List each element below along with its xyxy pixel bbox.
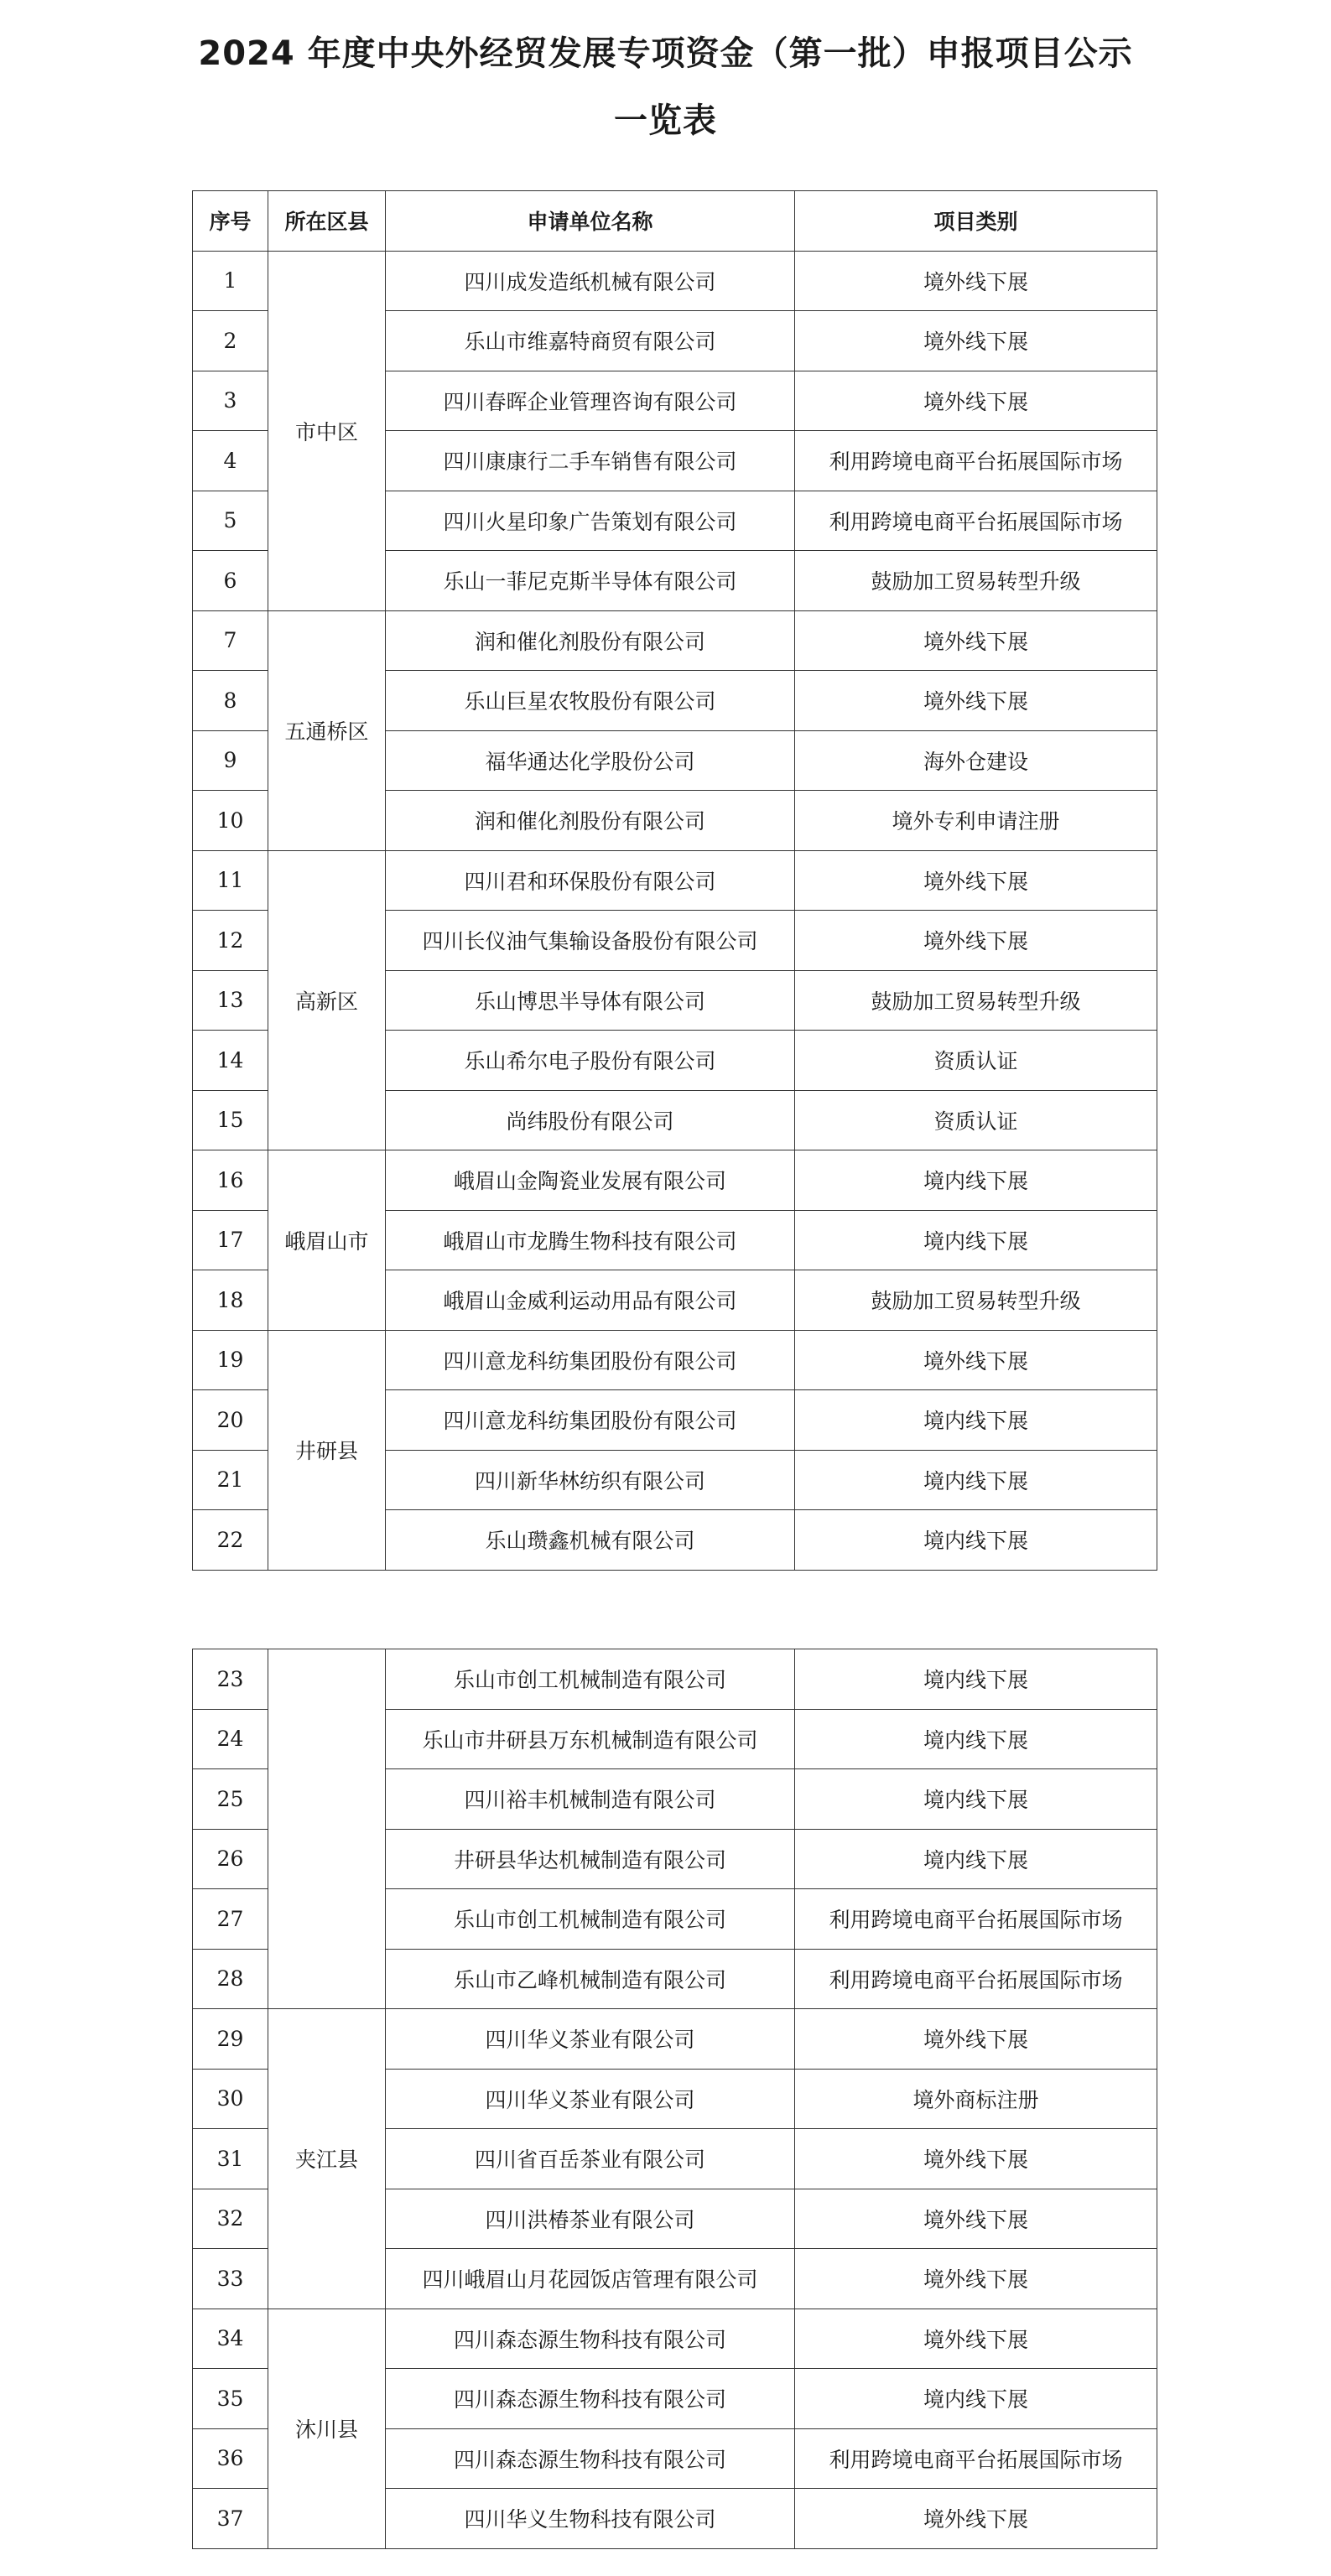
row-seq: 35: [193, 2369, 268, 2429]
row-seq: 23: [193, 1649, 268, 1710]
row-company: 峨眉山金陶瓷业发展有限公司: [386, 1150, 795, 1211]
row-seq: 32: [193, 2189, 268, 2249]
row-company: 四川峨眉山月花园饭店管理有限公司: [386, 2249, 795, 2309]
row-category: 境外线下展: [795, 850, 1157, 911]
row-company: 润和催化剂股份有限公司: [386, 791, 795, 851]
row-category: 境外专利申请注册: [795, 791, 1157, 851]
title-line-2: 一览表: [614, 101, 717, 140]
row-company: 乐山市井研县万东机械制造有限公司: [386, 1709, 795, 1769]
row-company: 峨眉山金威利运动用品有限公司: [386, 1270, 795, 1331]
project-table-page-2: [192, 1649, 1157, 2549]
row-category: 境外线下展: [795, 2189, 1157, 2249]
row-company: 井研县华达机械制造有限公司: [386, 1829, 795, 1889]
row-category: 鼓励加工贸易转型升级: [795, 551, 1157, 611]
header-seq: 序号: [193, 191, 268, 252]
row-company: 四川华义生物科技有限公司: [386, 2489, 795, 2549]
row-category: 境外线下展: [795, 311, 1157, 371]
row-category: 境外线下展: [795, 2009, 1157, 2070]
table-row: [193, 1150, 1157, 1211]
row-seq: 22: [193, 1510, 268, 1571]
row-seq: 21: [193, 1450, 268, 1510]
row-seq: 12: [193, 911, 268, 971]
row-category: 境外线下展: [795, 671, 1157, 731]
row-category: 资质认证: [795, 1090, 1157, 1150]
row-district: 高新区: [268, 850, 386, 1150]
row-district: 市中区: [268, 251, 386, 610]
row-company: 四川华义茶业有限公司: [386, 2069, 795, 2129]
row-category: 境内线下展: [795, 1649, 1157, 1710]
row-company: 四川森态源生物科技有限公司: [386, 2369, 795, 2429]
row-seq: 29: [193, 2009, 268, 2070]
row-category: 境外线下展: [795, 2129, 1157, 2189]
row-company: 四川裕丰机械制造有限公司: [386, 1769, 795, 1830]
row-company: 四川意龙科纺集团股份有限公司: [386, 1390, 795, 1451]
row-company: 乐山市创工机械制造有限公司: [386, 1649, 795, 1710]
row-district: 井研县: [268, 1330, 386, 1570]
row-category: 利用跨境电商平台拓展国际市场: [795, 2428, 1157, 2489]
row-seq: 5: [193, 491, 268, 551]
row-company: 四川春晖企业管理咨询有限公司: [386, 371, 795, 431]
row-category: 境内线下展: [795, 1450, 1157, 1510]
table-row: [193, 1330, 1157, 1390]
row-company: 乐山瓒鑫机械有限公司: [386, 1510, 795, 1571]
row-company: 乐山博思半导体有限公司: [386, 970, 795, 1031]
row-company: 福华通达化学股份公司: [386, 730, 795, 791]
row-seq: 15: [193, 1090, 268, 1150]
row-category: 境外线下展: [795, 2489, 1157, 2549]
row-company: 四川意龙科纺集团股份有限公司: [386, 1330, 795, 1390]
row-seq: 24: [193, 1709, 268, 1769]
row-company: 四川省百岳茶业有限公司: [386, 2129, 795, 2189]
header-district: 所在区县: [268, 191, 386, 252]
row-category: 境外商标注册: [795, 2069, 1157, 2129]
row-company: 乐山市维嘉特商贸有限公司: [386, 311, 795, 371]
table-row: [193, 2309, 1157, 2369]
row-category: 利用跨境电商平台拓展国际市场: [795, 1949, 1157, 2009]
row-category: 境外线下展: [795, 1330, 1157, 1390]
row-district: 沐川县: [268, 2309, 386, 2548]
table-row: [193, 610, 1157, 671]
row-category: 利用跨境电商平台拓展国际市场: [795, 431, 1157, 491]
header-company: 申请单位名称: [386, 191, 795, 252]
row-company: 乐山巨星农牧股份有限公司: [386, 671, 795, 731]
row-district: 峨眉山市: [268, 1150, 386, 1331]
row-seq: 3: [193, 371, 268, 431]
row-company: 四川火星印象广告策划有限公司: [386, 491, 795, 551]
row-category: 境外线下展: [795, 251, 1157, 311]
row-company: 乐山希尔电子股份有限公司: [386, 1031, 795, 1091]
row-category: 鼓励加工贸易转型升级: [795, 1270, 1157, 1331]
row-company: 四川森态源生物科技有限公司: [386, 2309, 795, 2369]
row-company: 四川洪椿茶业有限公司: [386, 2189, 795, 2249]
row-seq: 1: [193, 251, 268, 311]
row-category: 利用跨境电商平台拓展国际市场: [795, 1889, 1157, 1950]
row-seq: 18: [193, 1270, 268, 1331]
row-company: 润和催化剂股份有限公司: [386, 610, 795, 671]
row-company: 乐山市创工机械制造有限公司: [386, 1889, 795, 1950]
row-category: 境内线下展: [795, 1709, 1157, 1769]
row-category: 境外线下展: [795, 2249, 1157, 2309]
row-seq: 31: [193, 2129, 268, 2189]
header-category: 项目类别: [795, 191, 1157, 252]
row-seq: 6: [193, 551, 268, 611]
row-district: 五通桥区: [268, 610, 386, 850]
row-seq: 10: [193, 791, 268, 851]
row-seq: 9: [193, 730, 268, 791]
project-table-page-1: [192, 190, 1157, 1571]
row-category: 利用跨境电商平台拓展国际市场: [795, 491, 1157, 551]
row-seq: 8: [193, 671, 268, 731]
row-category: 境外线下展: [795, 371, 1157, 431]
row-seq: 25: [193, 1769, 268, 1830]
row-seq: 36: [193, 2428, 268, 2489]
row-seq: 19: [193, 1330, 268, 1390]
row-company: 峨眉山市龙腾生物科技有限公司: [386, 1210, 795, 1270]
title-line-1: 2024 年度中央外经贸发展专项资金（第一批）申报项目公示: [198, 34, 1133, 73]
row-seq: 14: [193, 1031, 268, 1091]
row-district: [268, 1649, 386, 2009]
row-seq: 7: [193, 610, 268, 671]
row-seq: 17: [193, 1210, 268, 1270]
row-seq: 11: [193, 850, 268, 911]
table-row: [193, 850, 1157, 911]
row-seq: 37: [193, 2489, 268, 2549]
row-company: 四川君和环保股份有限公司: [386, 850, 795, 911]
row-category: 境内线下展: [795, 1390, 1157, 1451]
row-seq: 33: [193, 2249, 268, 2309]
row-seq: 28: [193, 1949, 268, 2009]
row-seq: 4: [193, 431, 268, 491]
row-category: 境内线下展: [795, 1829, 1157, 1889]
row-category: 境外线下展: [795, 610, 1157, 671]
table-row: [193, 1649, 1157, 1710]
document-title: [0, 20, 1331, 154]
row-district: 夹江县: [268, 2009, 386, 2309]
row-category: 海外仓建设: [795, 730, 1157, 791]
table-row: [193, 2009, 1157, 2070]
row-company: 四川新华林纺织有限公司: [386, 1450, 795, 1510]
row-seq: 16: [193, 1150, 268, 1211]
row-company: 乐山市乙峰机械制造有限公司: [386, 1949, 795, 2009]
row-company: 四川长仪油气集输设备股份有限公司: [386, 911, 795, 971]
row-category: 境内线下展: [795, 1510, 1157, 1571]
row-seq: 26: [193, 1829, 268, 1889]
row-company: 乐山一菲尼克斯半导体有限公司: [386, 551, 795, 611]
row-seq: 2: [193, 311, 268, 371]
row-seq: 13: [193, 970, 268, 1031]
row-category: 境外线下展: [795, 911, 1157, 971]
row-company: 四川森态源生物科技有限公司: [386, 2428, 795, 2489]
row-company: 四川成发造纸机械有限公司: [386, 251, 795, 311]
row-seq: 30: [193, 2069, 268, 2129]
row-company: 四川华义茶业有限公司: [386, 2009, 795, 2070]
row-category: 境内线下展: [795, 1150, 1157, 1211]
row-category: 境内线下展: [795, 1769, 1157, 1830]
table-row: [193, 251, 1157, 311]
row-category: 资质认证: [795, 1031, 1157, 1091]
row-company: 尚纬股份有限公司: [386, 1090, 795, 1150]
row-category: 鼓励加工贸易转型升级: [795, 970, 1157, 1031]
row-company: 四川康康行二手车销售有限公司: [386, 431, 795, 491]
row-seq: 20: [193, 1390, 268, 1451]
row-category: 境内线下展: [795, 1210, 1157, 1270]
row-category: 境内线下展: [795, 2369, 1157, 2429]
row-seq: 34: [193, 2309, 268, 2369]
row-seq: 27: [193, 1889, 268, 1950]
table-header-row: [193, 191, 1157, 252]
row-category: 境外线下展: [795, 2309, 1157, 2369]
